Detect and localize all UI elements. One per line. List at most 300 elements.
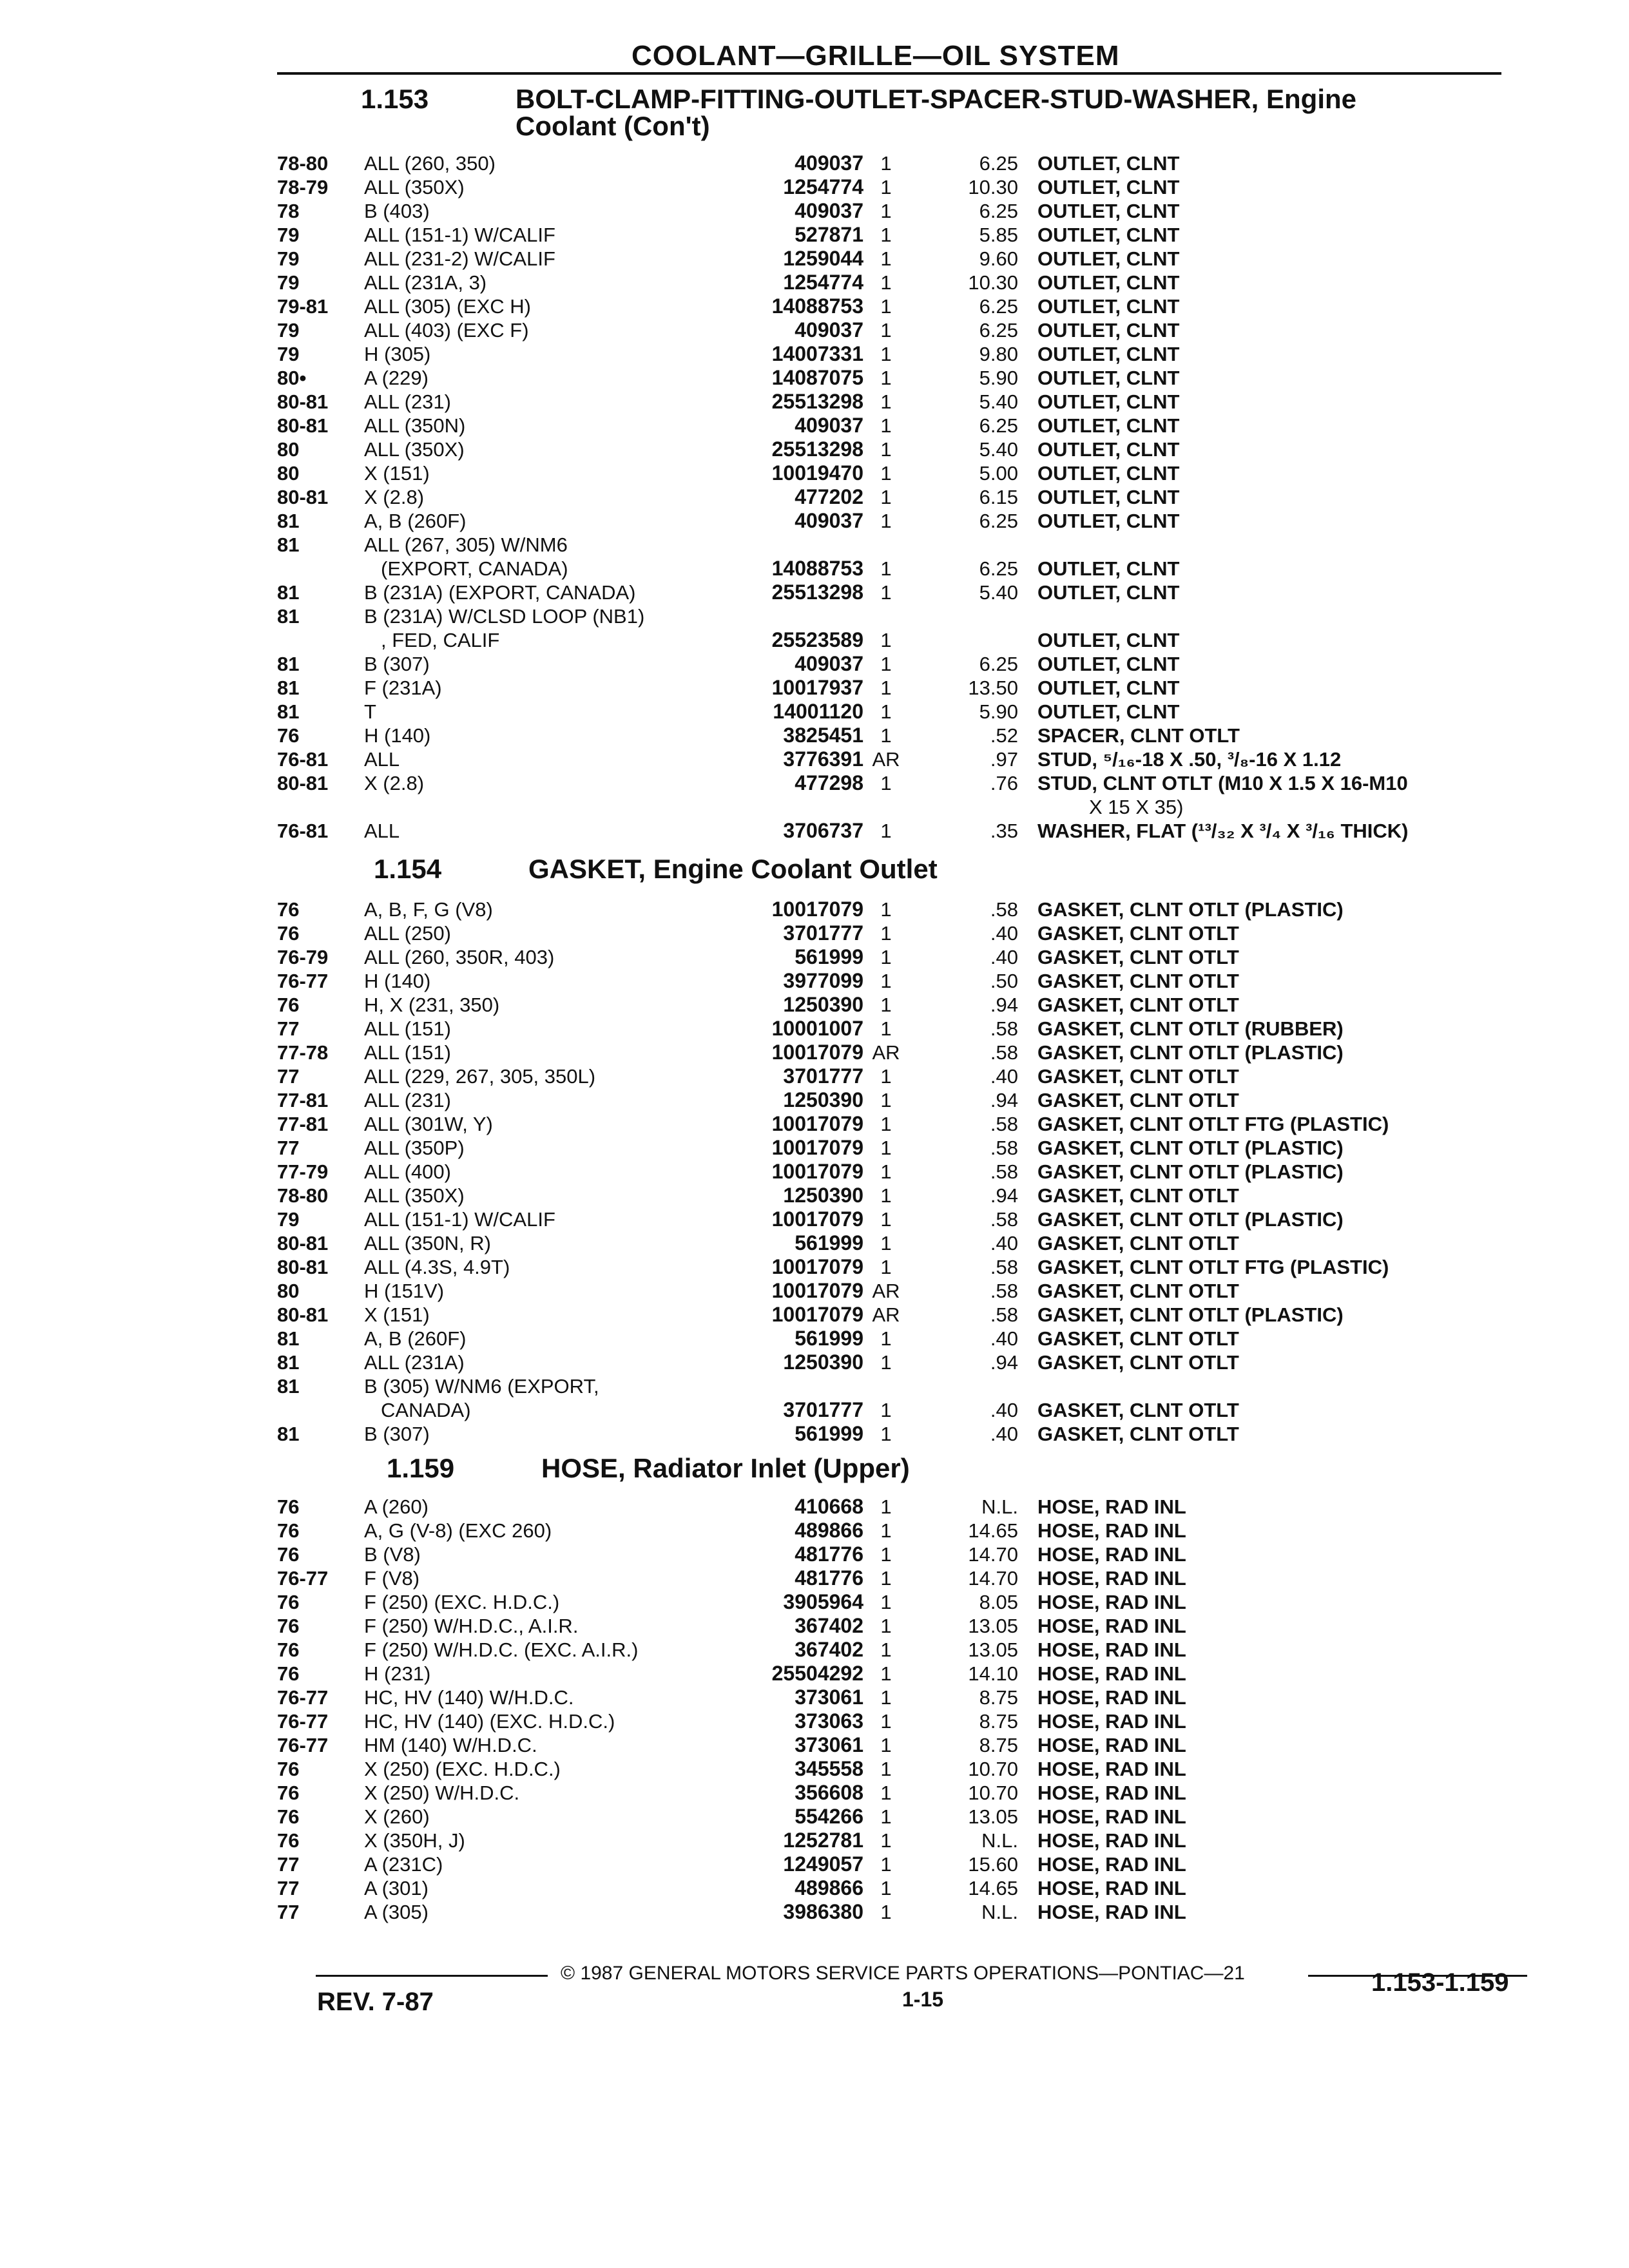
part-description	[1037, 1255, 1501, 1279]
model-text: F (250) W/H.D.C., A.I.R.	[364, 1615, 579, 1637]
model-text: ALL (4.3S, 4.9T)	[364, 1256, 510, 1278]
year-range: 81	[277, 581, 300, 604]
table-row	[0, 1519, 1629, 1542]
price: .35	[990, 820, 1018, 842]
description-text: HOSE, RAD INL	[1037, 1686, 1186, 1709]
quantity: 1	[880, 1137, 892, 1159]
year-range: 81	[277, 1327, 300, 1350]
model-text: ALL (350X)	[364, 176, 465, 198]
year-range: 76	[277, 1591, 300, 1613]
model-text: H (151V)	[364, 1280, 445, 1302]
model-application	[364, 771, 712, 795]
year-range: 81	[277, 1351, 300, 1374]
table-row	[0, 1495, 1629, 1519]
description-text: OUTLET, CLNT	[1037, 200, 1180, 222]
model-text: H (231)	[364, 1662, 431, 1685]
quantity: 1	[880, 820, 892, 842]
model-application	[364, 1088, 712, 1112]
year-range: 76-77	[277, 1567, 329, 1590]
table-row	[0, 1829, 1629, 1852]
model-text: ALL (231-2) W/CALIF	[364, 247, 555, 270]
year-range: 76-77	[277, 1734, 329, 1756]
year-range: 76	[277, 994, 300, 1016]
part-description	[1037, 1829, 1501, 1852]
description-text: OUTLET, CLNT	[1037, 438, 1180, 461]
section-number: 1.159	[387, 1453, 455, 1483]
year-range: 76	[277, 1662, 300, 1685]
description-text: OUTLET, CLNT	[1037, 271, 1180, 294]
quantity: AR	[872, 1041, 900, 1064]
part-description	[1037, 819, 1501, 843]
part-description	[1037, 1279, 1501, 1303]
part-description	[1037, 1876, 1501, 1900]
model-application	[364, 1614, 712, 1638]
part-number: 1250390	[783, 1350, 863, 1374]
description-text: GASKET, CLNT OTLT	[1037, 1327, 1239, 1350]
model-text: HC, HV (140) W/H.D.C.	[364, 1686, 574, 1709]
model-application	[364, 247, 712, 271]
table-row	[0, 461, 1629, 485]
year-range: 81	[277, 605, 300, 628]
table-row	[0, 1160, 1629, 1184]
part-description	[1037, 1112, 1501, 1136]
quantity: 1	[880, 1519, 892, 1542]
price: 8.05	[979, 1591, 1018, 1613]
part-description	[1037, 342, 1501, 366]
price: 5.40	[979, 581, 1018, 604]
part-number: 554266	[795, 1805, 863, 1828]
year-range: 76-79	[277, 946, 329, 968]
part-description	[1037, 1017, 1501, 1041]
price: .58	[990, 1017, 1018, 1040]
price: 6.25	[979, 319, 1018, 341]
price: 13.05	[968, 1639, 1018, 1661]
part-number: 409037	[795, 652, 863, 675]
part-description	[1037, 366, 1501, 390]
part-description	[1037, 700, 1501, 724]
quantity: 1	[880, 1184, 892, 1207]
header-rule	[277, 72, 1501, 75]
part-number: 10001007	[771, 1017, 863, 1040]
model-text-continued: , FED, CALIF	[381, 629, 500, 651]
quantity: 1	[880, 1829, 892, 1852]
model-application	[364, 1422, 712, 1446]
part-description	[1037, 628, 1501, 652]
table-row	[0, 1422, 1629, 1446]
table-row	[0, 271, 1629, 294]
part-description	[1037, 676, 1501, 700]
part-number: 367402	[795, 1614, 863, 1637]
quantity: 1	[880, 1758, 892, 1780]
quantity: 1	[880, 1495, 892, 1518]
part-number: 1250390	[783, 993, 863, 1016]
quantity: 1	[880, 1327, 892, 1350]
part-number: 3825451	[783, 724, 863, 747]
description-text: HOSE, RAD INL	[1037, 1877, 1186, 1899]
part-description	[1037, 1781, 1501, 1805]
table-row	[0, 898, 1629, 921]
table-row	[0, 1662, 1629, 1686]
price: .40	[990, 1327, 1018, 1350]
model-text: F (231A)	[364, 677, 442, 699]
part-number: 3977099	[783, 969, 863, 992]
model-text: ALL	[364, 820, 400, 842]
year-range: 81	[277, 1375, 300, 1398]
quantity: 1	[880, 1017, 892, 1040]
part-number: 409037	[795, 318, 863, 341]
part-description	[1037, 1207, 1501, 1231]
model-text: ALL (350P)	[364, 1137, 465, 1159]
price: .58	[990, 1113, 1018, 1135]
price: 6.25	[979, 200, 1018, 222]
model-text: H (305)	[364, 343, 431, 365]
table-row	[0, 1374, 1629, 1422]
table-row	[0, 1876, 1629, 1900]
table-row	[0, 223, 1629, 247]
price: 5.00	[979, 462, 1018, 485]
year-range: 79	[277, 343, 300, 365]
model-application	[364, 1566, 712, 1590]
description-text: GASKET, CLNT OTLT	[1037, 1399, 1239, 1421]
year-range: 76-77	[277, 1686, 329, 1709]
model-text: H, X (231, 350)	[364, 994, 500, 1016]
description-text: GASKET, CLNT OTLT (RUBBER)	[1037, 1017, 1344, 1040]
section-heading-1154	[374, 854, 1534, 886]
part-description	[1037, 485, 1501, 509]
price: 13.50	[968, 677, 1018, 699]
model-text: X (151)	[364, 462, 430, 485]
model-application	[364, 1255, 712, 1279]
quantity: 1	[880, 557, 892, 580]
table-row	[0, 342, 1629, 366]
description-text: GASKET, CLNT OTLT	[1037, 1184, 1239, 1207]
part-number: 1254774	[783, 271, 863, 294]
part-number: 1250390	[783, 1088, 863, 1111]
part-number: 561999	[795, 1231, 863, 1254]
price: 8.75	[979, 1734, 1018, 1756]
part-description	[1037, 318, 1501, 342]
model-text: T	[364, 700, 376, 723]
year-range: 80-81	[277, 1303, 329, 1326]
year-range: 81	[277, 653, 300, 675]
part-description	[1037, 1614, 1501, 1638]
year-range: 76	[277, 1639, 300, 1661]
quantity: 1	[880, 1782, 892, 1804]
model-application	[364, 175, 712, 199]
price: 10.70	[968, 1758, 1018, 1780]
part-description	[1037, 1398, 1501, 1422]
description-text: GASKET, CLNT OTLT (PLASTIC)	[1037, 1208, 1344, 1231]
part-number: 345558	[795, 1757, 863, 1780]
model-text: A, G (V-8) (EXC 260)	[364, 1519, 552, 1542]
model-application	[364, 1852, 712, 1876]
year-range: 76	[277, 922, 300, 945]
quantity: 1	[880, 462, 892, 485]
year-range: 77	[277, 1065, 300, 1088]
quantity: 1	[880, 1734, 892, 1756]
price: .40	[990, 1423, 1018, 1445]
price: .40	[990, 922, 1018, 945]
quantity: 1	[880, 1686, 892, 1709]
description-text: HOSE, RAD INL	[1037, 1639, 1186, 1661]
table-row	[0, 1900, 1629, 1924]
model-text: ALL (301W, Y)	[364, 1113, 493, 1135]
model-text: ALL (350X)	[364, 1184, 465, 1207]
part-number: 10017079	[771, 1279, 863, 1302]
part-description	[1037, 1303, 1501, 1327]
table-row	[0, 485, 1629, 509]
revision-label: REV. 7-87	[317, 1988, 434, 2016]
year-range: 78	[277, 200, 300, 222]
part-description	[1037, 199, 1501, 223]
part-description	[1037, 461, 1501, 485]
part-description	[1037, 747, 1501, 771]
section-title: GASKET, Engine Coolant Outlet	[528, 854, 938, 884]
part-number: 3905964	[783, 1590, 863, 1613]
description-text: OUTLET, CLNT	[1037, 653, 1180, 675]
model-text: HC, HV (140) (EXC. H.D.C.)	[364, 1710, 615, 1733]
price: .58	[990, 1280, 1018, 1302]
part-number: 25513298	[771, 390, 863, 413]
price: .94	[990, 994, 1018, 1016]
quantity: 1	[880, 1232, 892, 1254]
quantity: 1	[880, 1351, 892, 1374]
description-text: GASKET, CLNT OTLT	[1037, 1065, 1239, 1088]
model-text: H (140)	[364, 724, 431, 747]
table-row	[0, 509, 1629, 533]
part-number: 14001120	[773, 700, 863, 723]
model-text: A (231C)	[364, 1853, 443, 1876]
description-text: HOSE, RAD INL	[1037, 1591, 1186, 1613]
model-application	[364, 390, 712, 414]
year-range: 79	[277, 319, 300, 341]
model-application	[364, 1160, 712, 1184]
part-number: 10019470	[771, 461, 863, 485]
description-text-continued: X 15 X 35)	[1089, 796, 1184, 818]
table-row	[0, 604, 1629, 652]
part-number: 10017079	[771, 898, 863, 921]
section-range: 1.153-1.159	[1371, 1968, 1509, 1997]
table-row	[0, 1542, 1629, 1566]
part-number: 477298	[795, 771, 863, 794]
description-text: OUTLET, CLNT	[1037, 629, 1180, 651]
year-range: 76	[277, 1805, 300, 1828]
table-row	[0, 1805, 1629, 1829]
year-range: 77-79	[277, 1160, 329, 1183]
price: .58	[990, 898, 1018, 921]
quantity: 1	[880, 724, 892, 747]
part-number: 10017079	[771, 1303, 863, 1326]
table-row	[0, 747, 1629, 771]
quantity: 1	[880, 922, 892, 945]
section-number: 1.154	[374, 854, 442, 884]
quantity: 1	[880, 486, 892, 508]
part-description	[1037, 557, 1501, 581]
table-row	[0, 175, 1629, 199]
model-application	[364, 294, 712, 318]
quantity: 1	[880, 224, 892, 246]
model-text: X (250) (EXC. H.D.C.)	[364, 1758, 561, 1780]
model-application	[364, 1709, 712, 1733]
price: 13.05	[968, 1805, 1018, 1828]
part-number: 3701777	[783, 1398, 863, 1421]
part-description	[1037, 771, 1501, 819]
model-text: X (2.8)	[364, 486, 425, 508]
table-row	[0, 1781, 1629, 1805]
table-row	[0, 1207, 1629, 1231]
table-row	[0, 1303, 1629, 1327]
part-number: 410668	[795, 1495, 863, 1518]
model-application	[364, 1829, 712, 1852]
year-range: 76-81	[277, 748, 329, 771]
table-row	[0, 199, 1629, 223]
quantity: 1	[880, 1853, 892, 1876]
part-number: 373061	[795, 1686, 863, 1709]
part-description	[1037, 1733, 1501, 1757]
description-text: GASKET, CLNT OTLT	[1037, 1351, 1239, 1374]
price: 9.60	[979, 247, 1018, 270]
part-description	[1037, 1638, 1501, 1662]
part-description	[1037, 1686, 1501, 1709]
part-description	[1037, 294, 1501, 318]
price: 14.10	[968, 1662, 1018, 1685]
section-title: HOSE, Radiator Inlet (Upper)	[541, 1453, 910, 1483]
part-description	[1037, 1757, 1501, 1781]
table-row	[0, 945, 1629, 969]
model-application	[364, 1064, 712, 1088]
year-range: 76	[277, 724, 300, 747]
description-text: GASKET, CLNT OTLT (PLASTIC)	[1037, 898, 1344, 921]
price: .40	[990, 1065, 1018, 1088]
year-range: 80	[277, 462, 300, 485]
year-range: 80	[277, 1280, 300, 1302]
table-row	[0, 1757, 1629, 1781]
table-row	[0, 1017, 1629, 1041]
model-application	[364, 271, 712, 294]
price: 6.25	[979, 152, 1018, 175]
price: 5.90	[979, 367, 1018, 389]
part-description	[1037, 1041, 1501, 1064]
part-description	[1037, 1231, 1501, 1255]
quantity: 1	[880, 772, 892, 794]
description-text: OUTLET, CLNT	[1037, 152, 1180, 175]
table-row	[0, 819, 1629, 843]
part-number: 3706737	[783, 819, 863, 842]
table-row	[0, 1184, 1629, 1207]
part-description	[1037, 898, 1501, 921]
price: .40	[990, 1232, 1018, 1254]
quantity: 1	[880, 1256, 892, 1278]
price: 10.30	[968, 271, 1018, 294]
year-range: 76	[277, 898, 300, 921]
price: .58	[990, 1208, 1018, 1231]
price: 10.70	[968, 1782, 1018, 1804]
description-text: GASKET, CLNT OTLT	[1037, 1423, 1239, 1445]
table-row	[0, 247, 1629, 271]
model-application	[364, 485, 712, 509]
model-application	[364, 1542, 712, 1566]
model-text: X (2.8)	[364, 772, 425, 794]
quantity: 1	[880, 1160, 892, 1183]
model-text: F (250) W/H.D.C. (EXC. A.I.R.)	[364, 1639, 639, 1661]
quantity: 1	[880, 581, 892, 604]
model-application	[364, 969, 712, 993]
table-row	[0, 437, 1629, 461]
model-application	[364, 676, 712, 700]
year-range: 78-80	[277, 152, 329, 175]
table-row	[0, 1255, 1629, 1279]
model-application	[364, 1327, 712, 1350]
quantity: 1	[880, 994, 892, 1016]
part-number: 1252781	[783, 1829, 863, 1852]
model-text: ALL (229, 267, 305, 350L)	[364, 1065, 596, 1088]
quantity: 1	[880, 1065, 892, 1088]
model-text: F (250) (EXC. H.D.C.)	[364, 1591, 560, 1613]
model-text: A (229)	[364, 367, 429, 389]
part-description	[1037, 1566, 1501, 1590]
part-number: 25513298	[771, 581, 863, 604]
quantity: 1	[880, 1639, 892, 1661]
table-row	[0, 1112, 1629, 1136]
model-application	[364, 945, 712, 969]
model-text: ALL (231A)	[364, 1351, 465, 1374]
description-text: HOSE, RAD INL	[1037, 1495, 1186, 1518]
description-text: OUTLET, CLNT	[1037, 390, 1180, 413]
year-range: 76	[277, 1615, 300, 1637]
description-text: OUTLET, CLNT	[1037, 700, 1180, 723]
model-application	[364, 1136, 712, 1160]
model-text: X (260)	[364, 1805, 430, 1828]
quantity: 1	[880, 1543, 892, 1566]
year-range: 77	[277, 1017, 300, 1040]
model-text: ALL (403) (EXC F)	[364, 319, 529, 341]
part-number: 409037	[795, 199, 863, 222]
year-range: 80-81	[277, 390, 329, 413]
description-text: OUTLET, CLNT	[1037, 581, 1180, 604]
quantity: 1	[880, 946, 892, 968]
table-row	[0, 1614, 1629, 1638]
table-row	[0, 318, 1629, 342]
model-text: X (151)	[364, 1303, 430, 1326]
part-number: 489866	[795, 1519, 863, 1542]
price: 5.40	[979, 390, 1018, 413]
description-text: GASKET, CLNT OTLT (PLASTIC)	[1037, 1137, 1344, 1159]
table-row	[0, 151, 1629, 175]
part-number: 481776	[795, 1566, 863, 1590]
description-text: HOSE, RAD INL	[1037, 1567, 1186, 1590]
year-range: 80-81	[277, 486, 329, 508]
table-row	[0, 1279, 1629, 1303]
model-text: B (231A) (EXPORT, CANADA)	[364, 581, 636, 604]
quantity: 1	[880, 1901, 892, 1923]
model-text: B (307)	[364, 1423, 430, 1445]
part-description	[1037, 175, 1501, 199]
description-text: GASKET, CLNT OTLT (PLASTIC)	[1037, 1303, 1344, 1326]
part-number: 561999	[795, 1422, 863, 1445]
description-text: OUTLET, CLNT	[1037, 343, 1180, 365]
quantity: 1	[880, 390, 892, 413]
year-range: 80-81	[277, 1256, 329, 1278]
part-number: 14088753	[771, 557, 863, 580]
quantity: 1	[880, 898, 892, 921]
table-row	[0, 1686, 1629, 1709]
model-text: A (260)	[364, 1495, 429, 1518]
model-application	[364, 1590, 712, 1614]
table-row	[0, 1709, 1629, 1733]
part-description	[1037, 724, 1501, 747]
table-row	[0, 724, 1629, 747]
description-text: OUTLET, CLNT	[1037, 486, 1180, 508]
